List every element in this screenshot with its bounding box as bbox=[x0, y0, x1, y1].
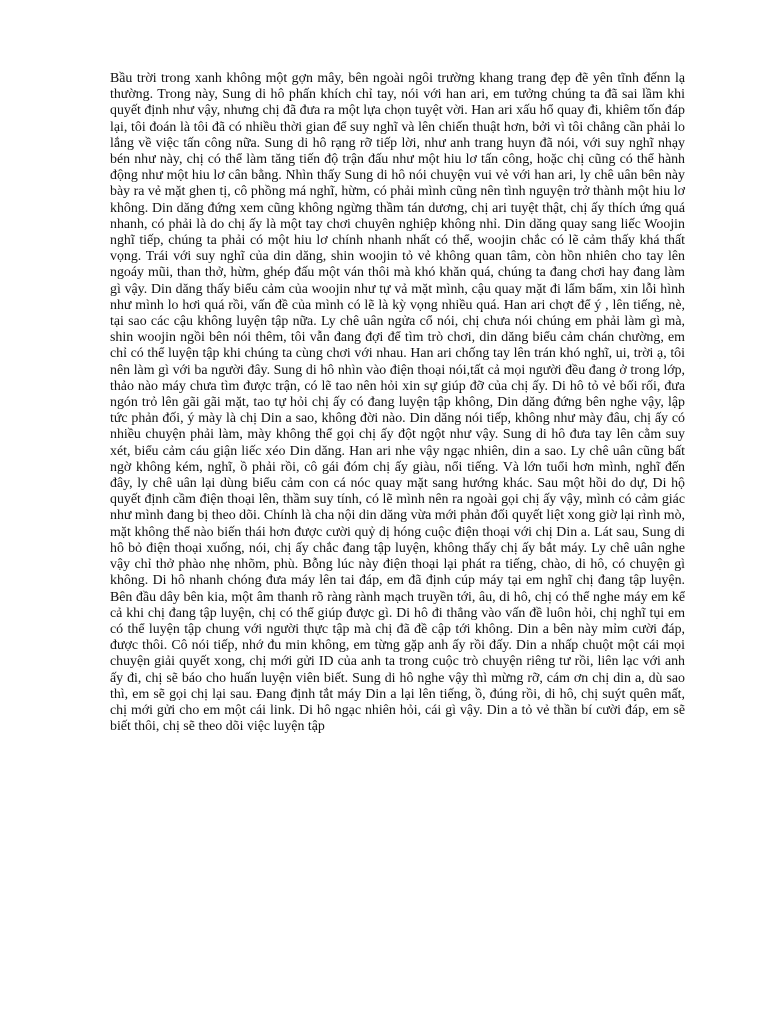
body-paragraph: Bầu trời trong xanh không một gợn mây, bên ngoài ngôi trường khang trang đẹp đẽ yên tĩnh đếnn lạ thường. Trong này, Sung di hô phấn khích chỉ tay, nói với han ari, em tưởng chúng ta đã sai lầm khi quyết định như vậy, nhưng chị đã đưa ra một lựa chọn tuyệt vời. Han ari xấu hổ quay đi, khiêm tốn đáp lại, tôi đoán là tôi đã có nhiều thời gian để suy nghĩ và lên chiến thuật hơn, bởi vì tôi chẳng cần phải lo lắng về việc tấn công nữa. Sung di hô rạng rỡ tiếp lời, như anh trang huyn đã nói, với suy nghĩ nhạy bén như này, chị có thể làm tăng tiến độ trận đấu như một hiu lơ tấn công, hoặc chị cũng có thể hành động như một hiu lơ cân bằng. Nhìn thấy Sung di hô nói chuyện vui vẻ với han ari, ly chê uân bên này bày ra vẻ mặt ghen tị, cô phồng má nghĩ, hừm, có phải mình cũng nên tình nguyện trở thành một hiu lơ không. Din dăng đứng xem cũng không ngừng thầm tán dương, chị ari tuyệt thật, chị ấy thích ứng quá nhanh, có phải là do chị ấy là một tay chơi chuyên nghiệp không nhỉ. Din dăng quay sang liếc Woojin nghĩ tiếp, chúng ta phải có một hiu lơ chính nhanh nhất có thể, woojin chắc có lẽ cảm thấy khá thất vọng. Trái với suy nghĩ của din dăng, shin woojin tỏ vẻ không quan tâm, còn hồn nhiên cho tay lên ngoáy mũi, than thở, hừm, ghép đấu một ván thôi mà khó khăn quá, chúng ta đang chơi hay đang làm gì vậy. Din dăng thấy biểu cảm của woojin như tự vả mặt mình, cậu quay mặt đi lẩm bẩm, xin lỗi hình như mình lo hơi quá rồi, vấn đề của mình có lẽ là kỳ vọng nhiều quá. Han ari chợt để ý , lên tiếng, nè, tại sao các cậu không luyện tập nữa. Ly chê uân ngửa cổ nói, chị chưa nói chúng em phải làm gì mà, shin woojin ngồi bên nói thêm, tôi vẫn đang đợi để tìm trò chơi, din dăng biểu cảm chán chường, em chỉ có thể luyện tập khi chúng ta cùng chơi với nhau. Han ari chống tay lên trán khó nghĩ, ui, trời ạ, tôi nên làm gì với ba người đây. Sung di hô nhìn vào điện thoại nói,tất cả mọi người đều đang ở trong lớp, thảo nào máy chưa tìm được trận, có lẽ tao nên hỏi xin sự giúp đỡ của chị ấy. Di hô tỏ vẻ bối rối, đưa ngón trỏ lên gãi gãi mặt, tao tự hỏi chị ấy có đang luyện tập không, Din dăng đứng bên nghe vậy, lập tức phản đối, ý mày là chị Din a sao, không đời nào. Din dăng nói tiếp, không như mày đâu, chị ấy có nhiều chuyện phải làm, mày không thể gọi chị ấy đột ngột như vậy. Sung di hô đưa tay lên cằm suy xét, biểu cảm cáu giận liếc xéo Din dăng. Han ari nhe vậy ngạc nhiên, din a sao. Ly chê uân cũng bất ngờ không kém, nghĩ, ồ phải rồi, cô gái đóm chị ấy giàu, nổi tiếng. Và lớn tuổi hơn mình, nghĩ đến đây, ly chê uân lại dùng biểu cảm con cá nóc quay mặt sang hướng khác. Sau một hồi do dự, Di hộ quyết định cầm điện thoại lên, thầm suy tính, có lẽ mình nên ra ngoài gọi chị ấy vậy, mình có cảm giác như mình đang bị theo dõi. Chính là cha nội din dăng vừa mới phản đối quyết liệt xong giờ lại rình mò, mặt không thể nào biến thái hơn được cười quỷ dị hóng cuộc điện thoại với chị Din a. Lát sau, Sung di hô bỏ điện thoại xuống, nói, chị ấy chắc đang tập luyện, không thấy chị ấy bắt máy. Ly chê uân nghe vậy chỉ thở phào nhẹ nhõm, phù. Bỗng lúc này điện thoại lại phát ra tiếng, chào, di hô, có chuyện gì không. Di hô nhanh chóng đưa máy lên tai đáp, em đã định cúp máy tại em nghĩ chị đang tập luyện. Bên đầu dây bên kia, một âm thanh rõ ràng rành mạch truyền tới, âu, di hô, chị có thể nghe máy em kể cả khi chị đang tập luyện, chị có thể giúp được gì. Di hô đi thẳng vào vấn đề luôn hỏi, chị nghĩ tụi em có thể luyện tập chung với người thực tập mà chị đã đề cập tới không. Din a bên này mỉm cười đáp, được thôi. Cô nói tiếp, nhớ đu min không, em từng gặp anh ấy rồi đấy. Din a nhấp chuột một cái mọi chuyện giải quyết xong, chị mới gửi ID của anh ta trong cuộc trò chuyện riêng tư rồi, liên lạc với anh ấy đi, chị sẽ báo cho huấn luyện viên biết. Sung di hô nghe vậy thì mừng rỡ, cám ơn chị din a, dù sao thì, em sẽ gọi chị lại sau. Đang định tắt máy Din a lại lên tiếng, ồ, đúng rồi, di hô, chị suýt quên mất, chị mới gửi cho em một cái link. Di hô ngạc nhiên hỏi, cái gì vậy. Din a tỏ vẻ thần bí cười đáp, em sẽ biết thôi, chị sẽ theo dõi việc luyện tập bbox=[110, 71, 685, 735]
